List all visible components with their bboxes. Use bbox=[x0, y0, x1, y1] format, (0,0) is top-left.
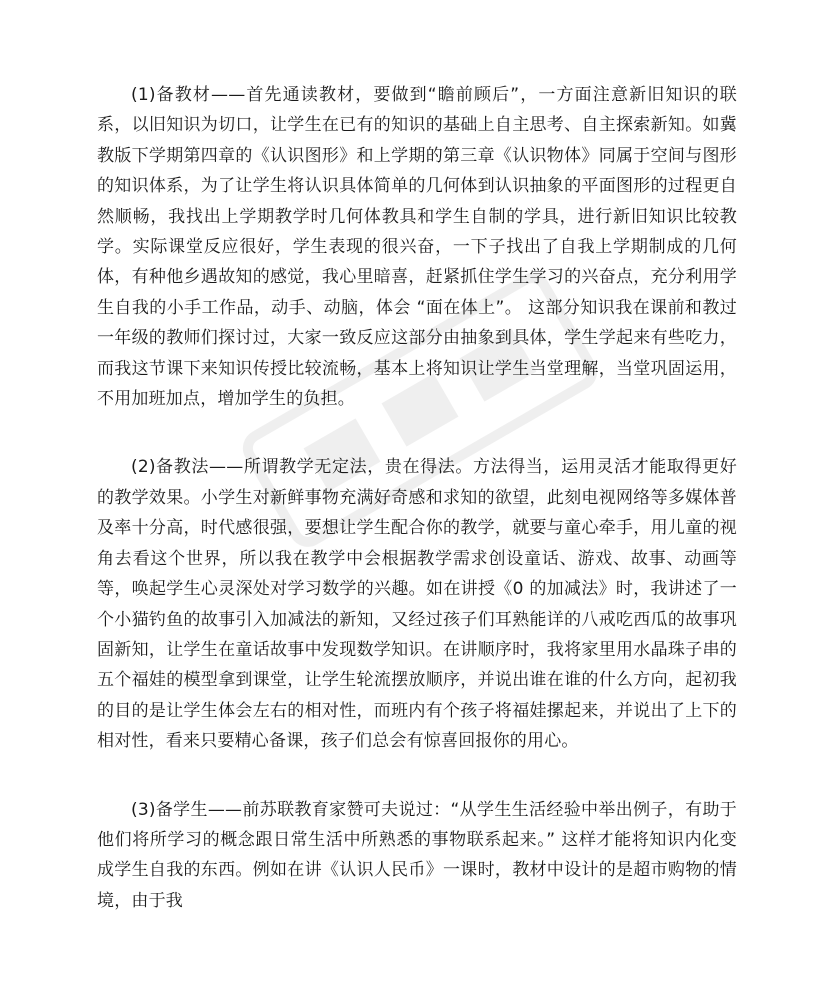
paragraph-prepare-students: (3)备学生——前苏联教育家赞可夫说过：“从学生生活经验中举出例子，有助于他们将所学习的概念跟日常生活中所熟悉的事物联系起来。” 这样才能将知识内化变成学生自我的东西。例如在讲《认识人民币》一课时，教材中设计的是超市购物的情境，由于我 bbox=[97, 799, 737, 911]
paragraph-prepare-method: (2)备教法——所谓教学无定法，贵在得法。方法得当，运用灵活才能取得更好的教学效果。小学生对新鲜事物充满好奇感和求知的欲望，此刻电视网络等多媒体普及率十分高，时代感很强，要想让学生配合你的教学，就要与童心牵手，用儿童的视角去看这个世界，所以我在教学中会根据教学需求创设童话、游戏、故事、动画等等，唤起学生心灵深处对学习数学的兴趣。如在讲授《0 的加减法》时，我讲述了一个小猫钓鱼的故事引入加减法的新知，又经过孩子们耳熟能详的八戒吃西瓜的故事巩固新知，让学生在童话故事中发现数学知识。在讲顺序时，我将家里用水晶珠子串的五个福娃的模型拿到课堂，让学生轮流摆放顺序，并说出谁在谁的什么方向，起初我的目的是让学生体会左右的相对性，而班内有个孩子将福娃摞起来，并说出了上下的相对性，看来只要精心备课，孩子们总会有惊喜回报你的用心。 bbox=[97, 457, 737, 752]
paragraph-prepare-textbook: (1)备教材——首先通读教材，要做到“瞻前顾后”，一方面注意新旧知识的联系，以旧知识为切口，让学生在已有的知识的基础上自主思考、自主探索新知。如冀教版下学期第四章的《认识图形》和上学期的第三章《认识物体》同属于空间与图形的知识体系，为了让学生将认识具体简单的几何体到认识抽象的平面图形的过程更自然顺畅，我找出上学期教学时几何体教具和学生自制的学具，进行新旧知识比较教学。实际课堂反应很好，学生表现的很兴奋，一下子找出了自我上学期制成的几何体，有种他乡遇故知的感觉，我心里暗喜，赶紧抓住学生学习的兴奋点，充分利用学生自我的小手工作品，动手、动脑，体会 “面在体上”。 这部分知识我在课前和教过一年级的教师们探讨过，大家一致反应这部分由抽象到具体，学生学起来有些吃力，而我这节课下来知识传授比较流畅，基本上将知识让学生当堂理解，当堂巩固运用，不用加班加点，增加学生的负担。 bbox=[97, 85, 737, 410]
document-body bbox=[97, 80, 737, 916]
